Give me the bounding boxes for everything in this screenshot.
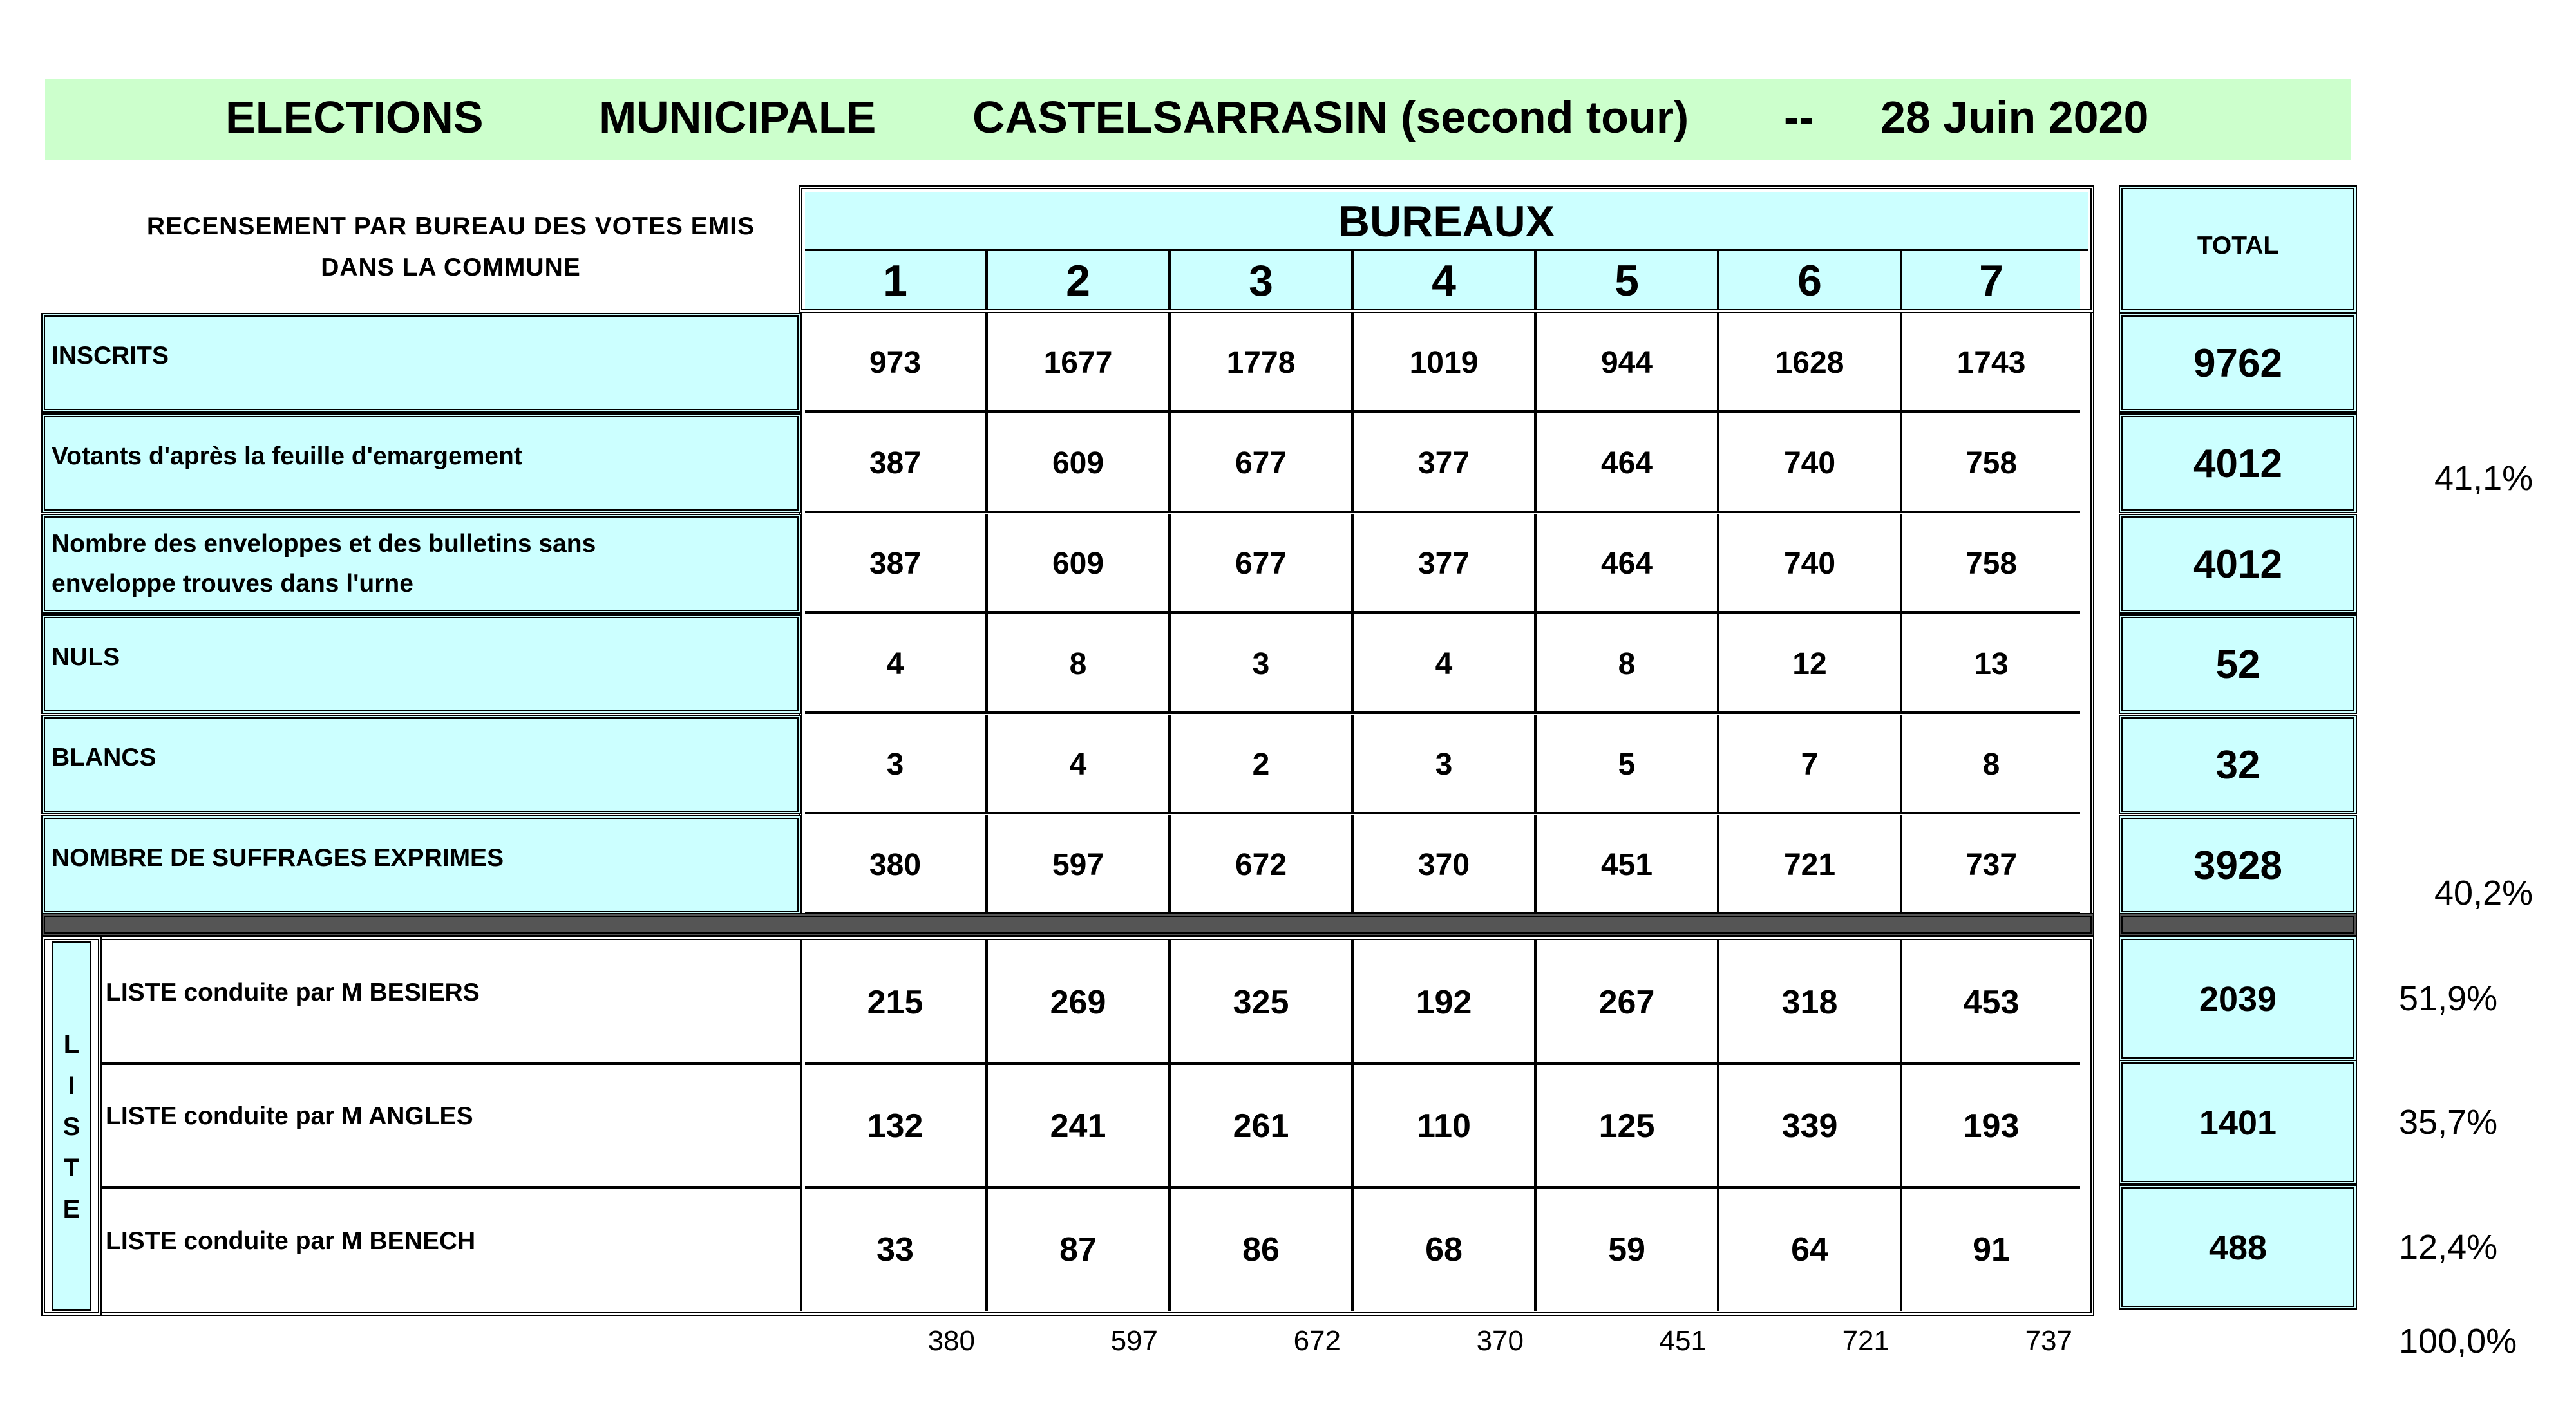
footer-sum: 672 (1293, 1325, 1341, 1357)
candidate-vote: 215 (805, 940, 988, 1065)
candidate-vote: 59 (1537, 1189, 1719, 1311)
footer-sum: 370 (1476, 1325, 1524, 1357)
row-label-2 (41, 514, 801, 614)
bureau-number-5: 5 (1537, 251, 1719, 309)
cell-value: 4 (805, 614, 988, 714)
row-label-text: NULS (52, 643, 120, 671)
cell-value: 677 (1171, 413, 1354, 513)
cell-value: 1778 (1171, 313, 1354, 413)
candidate-total: 2039 (2119, 936, 2357, 1061)
row-label-text: BLANCS (52, 744, 156, 771)
cell-value: 7 (1719, 715, 1902, 814)
cell-value: 740 (1719, 514, 1902, 614)
candidate-vote: 86 (1171, 1189, 1354, 1311)
footer-total-pct: 100,0% (2399, 1322, 2517, 1360)
candidate-total: 488 (2119, 1185, 2357, 1310)
cell-value: 3 (1354, 715, 1537, 814)
candidate-label-1: LISTE conduite par M ANGLES (102, 1064, 802, 1189)
cell-value: 1019 (1354, 313, 1537, 413)
cell-value: 387 (805, 413, 988, 513)
candidate-vote: 241 (988, 1064, 1171, 1189)
separator-bar (41, 913, 2094, 936)
census-line-2: DANS LA COMMUNE (321, 254, 581, 281)
candidate-vote: 267 (1537, 940, 1719, 1065)
cell-value: 13 (1902, 614, 2080, 714)
row-total: 3928 (2119, 815, 2357, 915)
cell-value: 12 (1719, 614, 1902, 714)
cell-value: 377 (1354, 514, 1537, 614)
row-label-text: INSCRITS (52, 342, 169, 370)
bureau-number-2: 2 (988, 251, 1171, 309)
cell-value: 1628 (1719, 313, 1902, 413)
liste-letter: L (63, 1030, 80, 1059)
separator-bar-total (2119, 913, 2357, 936)
candidate-vote: 339 (1719, 1064, 1902, 1189)
cell-value: 609 (988, 413, 1171, 513)
footer-sum: 721 (1842, 1325, 1889, 1357)
candidate-label-0: LISTE conduite par M BESIERS (102, 940, 802, 1065)
cell-value: 609 (988, 514, 1171, 614)
liste-letter: I (68, 1071, 75, 1100)
cell-value: 8 (988, 614, 1171, 714)
candidate-vote: 68 (1354, 1189, 1537, 1311)
liste-vertical-label (52, 1024, 91, 1230)
row-total: 52 (2119, 614, 2357, 714)
candidate-vote: 91 (1973, 1231, 2010, 1268)
cell-value: 737 (1902, 815, 2080, 915)
row-total: 4012 (2119, 413, 2357, 513)
census-heading (103, 206, 799, 288)
candidate-vote: 318 (1719, 940, 1902, 1065)
candidate-vote: 261 (1171, 1064, 1354, 1189)
candidate-vote: 453 (1902, 940, 2080, 1065)
cell-value: 3 (1171, 614, 1354, 714)
bureaux-title: BUREAUX (805, 192, 2088, 251)
candidate-vote: 110 (1354, 1064, 1537, 1189)
cell-value: 597 (988, 815, 1171, 915)
page-title-banner (45, 79, 2351, 160)
row-label-text: Votants d'après la feuille d'emargement (52, 442, 522, 470)
title-commune: CASTELSARRASIN (second tour) (972, 92, 1689, 142)
cell-value: 944 (1537, 313, 1719, 413)
cell-value: 1743 (1902, 313, 2080, 413)
cell-value: 677 (1171, 514, 1354, 614)
title-date: 28 Juin 2020 (1880, 92, 2149, 142)
row-label-text-2: enveloppe trouves dans l'urne (52, 570, 413, 598)
cell-value: 758 (1902, 514, 2080, 614)
row-percentage: 40,2% (2434, 874, 2533, 912)
candidate-vote: 325 (1171, 940, 1354, 1065)
footer-sum: 451 (1659, 1325, 1707, 1357)
candidate-vote: 193 (1902, 1064, 2080, 1189)
cell-value: 464 (1537, 413, 1719, 513)
candidate-vote: 87 (988, 1189, 1171, 1311)
cell-value: 3 (805, 715, 988, 814)
cell-value: 8 (1902, 715, 2080, 814)
liste-letter: T (63, 1154, 80, 1182)
cell-value: 758 (1902, 413, 2080, 513)
cell-value: 5 (1537, 715, 1719, 814)
cell-value: 464 (1537, 514, 1719, 614)
row-total: 9762 (2119, 313, 2357, 413)
row-label-text: NOMBRE DE SUFFRAGES EXPRIMES (52, 844, 504, 872)
cell-value: 4 (988, 715, 1171, 814)
title-separator: -- (1784, 92, 1814, 142)
row-label-4 (41, 715, 801, 814)
row-label-0 (41, 313, 801, 413)
cell-value: 380 (805, 815, 988, 915)
cell-value: 740 (1719, 413, 1902, 513)
candidate-total: 1401 (2119, 1060, 2357, 1185)
cell-value: 973 (805, 313, 988, 413)
cell-value: 377 (1354, 413, 1537, 513)
candidate-percentage: 12,4% (2399, 1228, 2498, 1266)
candidate-vote: 64 (1719, 1189, 1902, 1311)
row-label-text: Nombre des enveloppes et des bulletins sans (52, 530, 596, 558)
candidate-vote: 125 (1537, 1064, 1719, 1189)
row-percentage: 41,1% (2434, 459, 2533, 498)
cell-value: 1677 (988, 313, 1171, 413)
row-total: 32 (2119, 715, 2357, 814)
bureau-number-4: 4 (1354, 251, 1537, 309)
cell-value: 4 (1354, 614, 1537, 714)
census-line-1: RECENSEMENT PAR BUREAU DES VOTES EMIS (146, 212, 755, 240)
total-header-label: TOTAL (2197, 232, 2279, 259)
title-municipale: MUNICIPALE (599, 92, 876, 142)
row-label-5 (41, 815, 801, 915)
cell-value: 672 (1171, 815, 1354, 915)
bureau-number-3: 3 (1171, 251, 1354, 309)
bureau-number-1: 1 (805, 251, 988, 309)
candidate-vote: 33 (805, 1189, 988, 1311)
cell-value: 387 (805, 514, 988, 614)
cell-value: 721 (1719, 815, 1902, 915)
cell-value: 370 (1354, 815, 1537, 915)
liste-letter: S (62, 1113, 80, 1141)
title-elections: ELECTIONS (225, 92, 484, 142)
candidate-vote: 132 (805, 1064, 988, 1189)
footer-sum: 737 (2025, 1325, 2072, 1357)
row-label-3 (41, 614, 801, 714)
row-total: 4012 (2119, 514, 2357, 614)
bureau-number-6: 6 (1719, 251, 1902, 309)
candidate-label-2: LISTE conduite par M BENECH (102, 1189, 802, 1311)
candidate-percentage: 51,9% (2399, 979, 2498, 1018)
candidate-vote: 192 (1354, 940, 1537, 1065)
cell-value: 2 (1171, 715, 1354, 814)
cell-value: 451 (1537, 815, 1719, 915)
candidate-percentage: 35,7% (2399, 1103, 2498, 1142)
bureau-number-7: 7 (1902, 251, 2080, 309)
liste-letter: E (62, 1195, 80, 1223)
footer-sum: 597 (1110, 1325, 1158, 1357)
candidate-vote: 269 (988, 940, 1171, 1065)
cell-value: 8 (1537, 614, 1719, 714)
row-label-1 (41, 413, 801, 513)
footer-sum: 380 (927, 1325, 975, 1357)
